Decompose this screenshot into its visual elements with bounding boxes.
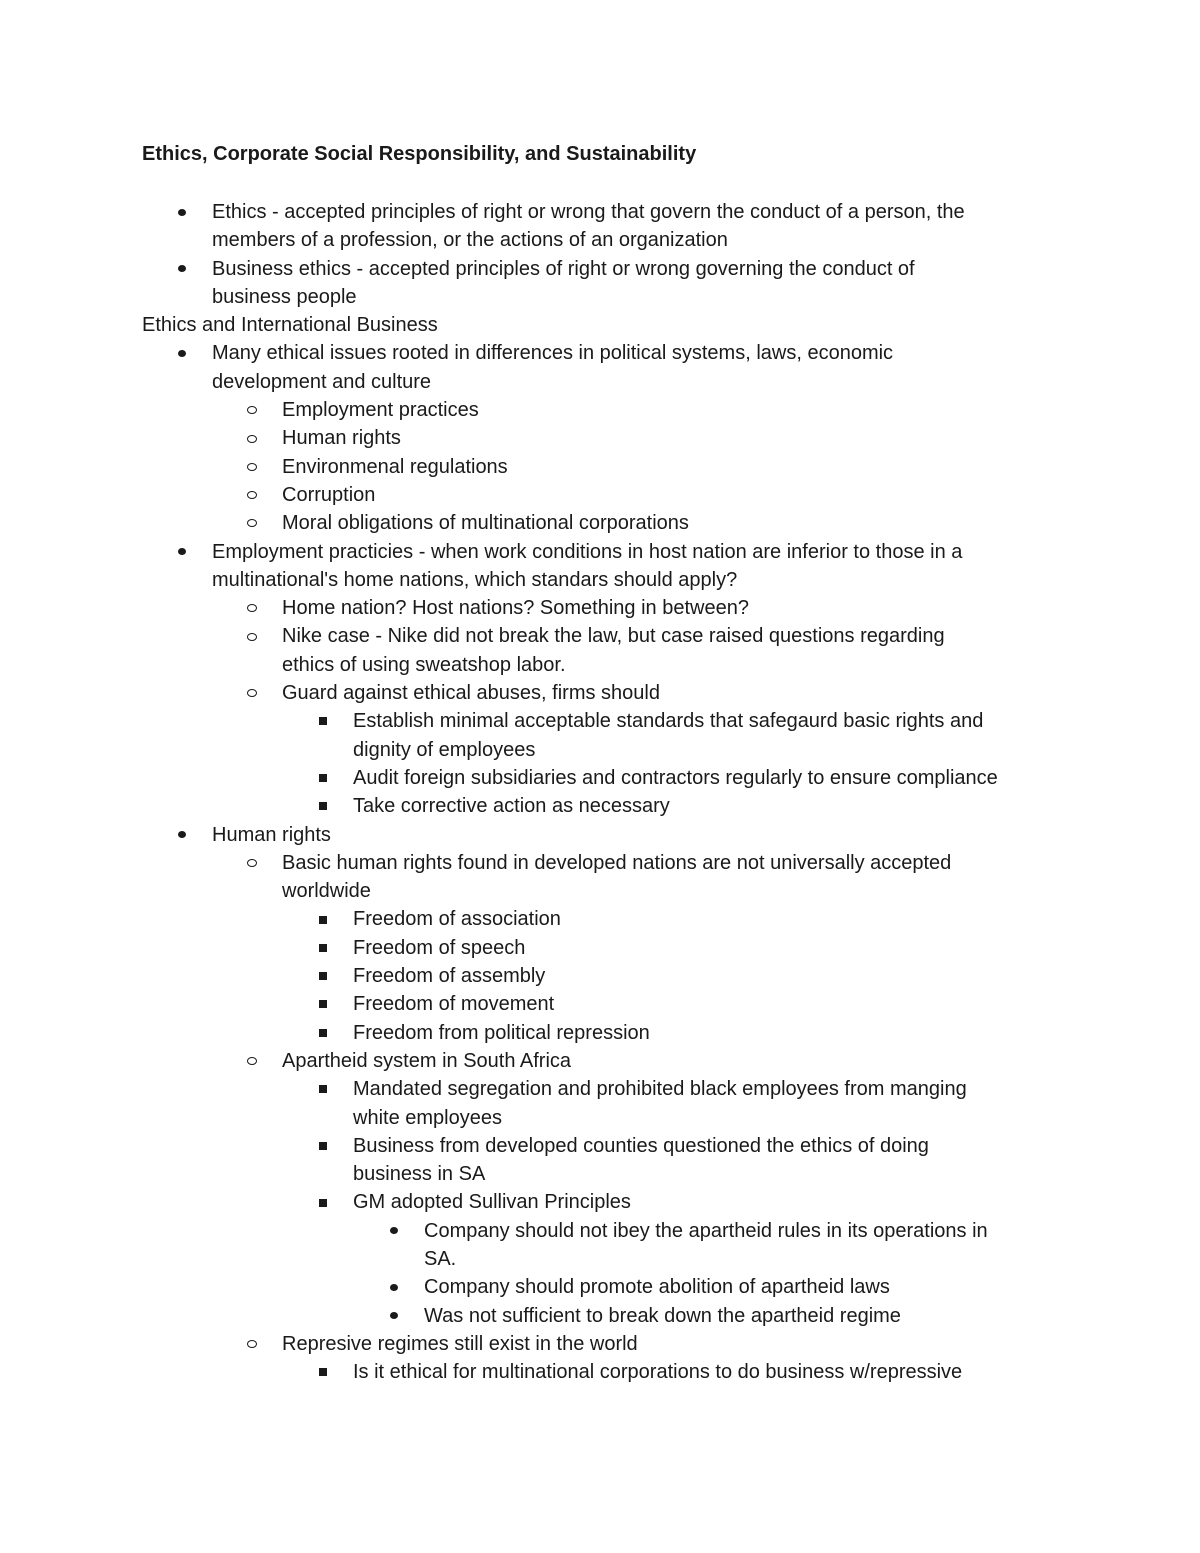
bullet-square-icon [315, 707, 331, 735]
list-item-text: worldwide [282, 880, 371, 903]
list-item-text: Was not sufficient to break down the apartheid regime [424, 1304, 901, 1327]
bullet-disc-shape [178, 831, 186, 838]
bullet-circle-icon [244, 453, 260, 481]
bullet-circle-shape [247, 859, 257, 867]
bullet-square-icon [315, 1188, 331, 1216]
list-item-text: Ethics - accepted principles of right or wrong that govern the conduct of a person, the [212, 201, 965, 223]
list-item [0, 1075, 1200, 1103]
bullet-square-shape [319, 774, 327, 782]
document-body [0, 198, 1200, 1386]
list-item [0, 481, 1200, 509]
bullet-circle-icon [244, 424, 260, 452]
bullet-disc-icon [174, 538, 190, 566]
bullet-disc-icon [386, 1273, 402, 1301]
list-item-text: Mandated segregation and prohibited black employees from manging [353, 1078, 967, 1101]
list-item [0, 424, 1200, 452]
bullet-square-shape [319, 972, 327, 980]
bullet-circle-icon [244, 1330, 260, 1358]
bullet-circle-icon [244, 594, 260, 622]
bullet-square-shape [319, 802, 327, 810]
bullet-disc-shape [390, 1284, 398, 1291]
list-item-text: Take corrective action as necessary [353, 795, 670, 818]
list-item-text: Company should promote abolition of apartheid laws [424, 1276, 890, 1299]
list-item-text: Employment practices [282, 399, 479, 422]
bullet-square-icon [315, 1132, 331, 1160]
list-item [0, 453, 1200, 481]
list-item [0, 707, 1200, 735]
list-item-text: Ethics and International Business [142, 314, 438, 337]
bullet-disc-shape [390, 1312, 398, 1319]
list-item [0, 1047, 1200, 1075]
list-item [0, 679, 1200, 707]
section-heading [0, 311, 1200, 339]
list-item-text: Freedom of movement [353, 993, 555, 1016]
bullet-disc-shape [178, 548, 186, 555]
bullet-disc-icon [174, 339, 190, 367]
list-item-text: Human rights [282, 427, 401, 450]
list-item-text: dignity of employees [353, 738, 536, 761]
list-item-continuation [0, 651, 1200, 679]
list-item-text: development and culture [212, 370, 432, 393]
list-item [0, 1132, 1200, 1160]
bullet-circle-shape [247, 463, 257, 471]
bullet-circle-shape [247, 491, 257, 499]
list-item [0, 1302, 1200, 1330]
bullet-disc-icon [386, 1302, 402, 1330]
list-item [0, 339, 1200, 367]
bullet-disc-shape [178, 265, 186, 272]
list-item-text: Audit foreign subsidiaries and contractors regularly to ensure compliance [353, 766, 998, 789]
list-item-text: Many ethical issues rooted in differences in political systems, laws, economic [212, 342, 894, 365]
bullet-circle-shape [247, 519, 257, 527]
list-item-text: Corruption [282, 483, 376, 506]
list-item-text: Is it ethical for multinational corporations to do business w/repressive [353, 1361, 963, 1384]
list-item [0, 255, 1200, 283]
bullet-square-icon [315, 990, 331, 1018]
list-item [0, 1330, 1200, 1358]
bullet-square-shape [319, 1085, 327, 1093]
bullet-circle-icon [244, 396, 260, 424]
list-item-text: multinational's home nations, which standars should apply? [212, 568, 738, 591]
bullet-square-shape [319, 916, 327, 924]
list-item-text: business people [212, 285, 357, 308]
bullet-circle-shape [247, 1057, 257, 1065]
list-item-text: Business ethics - accepted principles of right or wrong governing the conduct of [212, 257, 915, 280]
list-item-text: Environmenal regulations [282, 455, 508, 478]
bullet-square-shape [319, 1142, 327, 1150]
bullet-circle-icon [244, 622, 260, 650]
bullet-circle-shape [247, 604, 257, 612]
list-item [0, 849, 1200, 877]
list-item [0, 764, 1200, 792]
bullet-circle-icon [244, 509, 260, 537]
list-item-text: Company should not ibey the apartheid rules in its operations in [424, 1219, 988, 1242]
list-item-text: Freedom of association [353, 908, 561, 931]
list-item-continuation [0, 1104, 1200, 1132]
bullet-circle-shape [247, 633, 257, 641]
list-item [0, 990, 1200, 1018]
bullet-square-icon [315, 905, 331, 933]
list-item [0, 509, 1200, 537]
bullet-circle-icon [244, 481, 260, 509]
list-item-continuation [0, 226, 1200, 254]
list-item [0, 905, 1200, 933]
bullet-square-icon [315, 1358, 331, 1386]
list-item [0, 1188, 1200, 1216]
list-item [0, 538, 1200, 566]
bullet-disc-shape [390, 1227, 398, 1234]
bullet-circle-shape [247, 689, 257, 697]
list-item-text: GM adopted Sullivan Principles [353, 1191, 631, 1214]
bullet-disc-icon [174, 255, 190, 283]
list-item-text: ethics of using sweatshop labor. [282, 653, 566, 676]
list-item-text: members of a profession, or the actions of an organization [212, 229, 728, 252]
bullet-circle-icon [244, 679, 260, 707]
list-item [0, 396, 1200, 424]
list-item-text: Guard against ethical abuses, firms should [282, 682, 660, 705]
bullet-square-shape [319, 1368, 327, 1376]
list-item [0, 962, 1200, 990]
list-item-text: white employees [353, 1106, 502, 1129]
bullet-disc-shape [178, 209, 186, 216]
bullet-square-icon [315, 792, 331, 820]
list-item-text: Apartheid system in South Africa [282, 1049, 572, 1072]
list-item [0, 1358, 1200, 1386]
bullet-disc-icon [386, 1217, 402, 1245]
list-item-text: Freedom of speech [353, 936, 526, 959]
list-item [0, 1217, 1200, 1245]
list-item-text: Represive regimes still exist in the world [282, 1332, 638, 1355]
bullet-square-shape [319, 1029, 327, 1037]
bullet-square-icon [315, 934, 331, 962]
list-item-continuation [0, 283, 1200, 311]
bullet-circle-shape [247, 406, 257, 414]
bullet-square-icon [315, 962, 331, 990]
list-item [0, 1019, 1200, 1047]
list-item-text: business in SA [353, 1163, 486, 1186]
list-item [0, 594, 1200, 622]
list-item-continuation [0, 1245, 1200, 1273]
list-item-text: Business from developed counties questioned the ethics of doing [353, 1134, 929, 1157]
list-item-continuation [0, 566, 1200, 594]
bullet-circle-icon [244, 1047, 260, 1075]
list-item [0, 198, 1200, 226]
list-item-continuation [0, 736, 1200, 764]
list-item [0, 622, 1200, 650]
list-item [0, 1273, 1200, 1301]
list-item-text: Freedom of assembly [353, 965, 546, 988]
bullet-disc-icon [174, 198, 190, 226]
list-item-text: SA. [424, 1247, 457, 1270]
bullet-square-shape [319, 1199, 327, 1207]
list-item-text: Moral obligations of multinational corporations [282, 512, 689, 535]
bullet-circle-icon [244, 849, 260, 877]
list-item-text: Nike case - Nike did not break the law, but case raised questions regarding [282, 625, 945, 648]
bullet-disc-icon [174, 821, 190, 849]
list-item-continuation [0, 1160, 1200, 1188]
bullet-square-icon [315, 1075, 331, 1103]
list-item-text: Freedom from political repression [353, 1021, 650, 1044]
list-item [0, 821, 1200, 849]
list-item [0, 792, 1200, 820]
list-item-continuation [0, 368, 1200, 396]
bullet-square-shape [319, 944, 327, 952]
bullet-circle-shape [247, 1340, 257, 1348]
list-item [0, 934, 1200, 962]
list-item-text: Home nation? Host nations? Something in between? [282, 597, 749, 620]
list-item-text: Basic human rights found in developed nations are not universally accepted [282, 851, 952, 874]
document-title: Ethics, Corporate Social Responsibility, and Sustainability [142, 143, 697, 165]
bullet-disc-shape [178, 350, 186, 357]
bullet-square-icon [315, 764, 331, 792]
bullet-square-shape [319, 1000, 327, 1008]
list-item-text: Employment practicies - when work conditions in host nation are inferior to those in a [212, 540, 963, 563]
list-item-text: Establish minimal acceptable standards that safegaurd basic rights and [353, 710, 984, 733]
list-item-text: Human rights [212, 823, 331, 846]
bullet-circle-shape [247, 435, 257, 443]
bullet-square-icon [315, 1019, 331, 1047]
bullet-square-shape [319, 717, 327, 725]
list-item-continuation [0, 877, 1200, 905]
